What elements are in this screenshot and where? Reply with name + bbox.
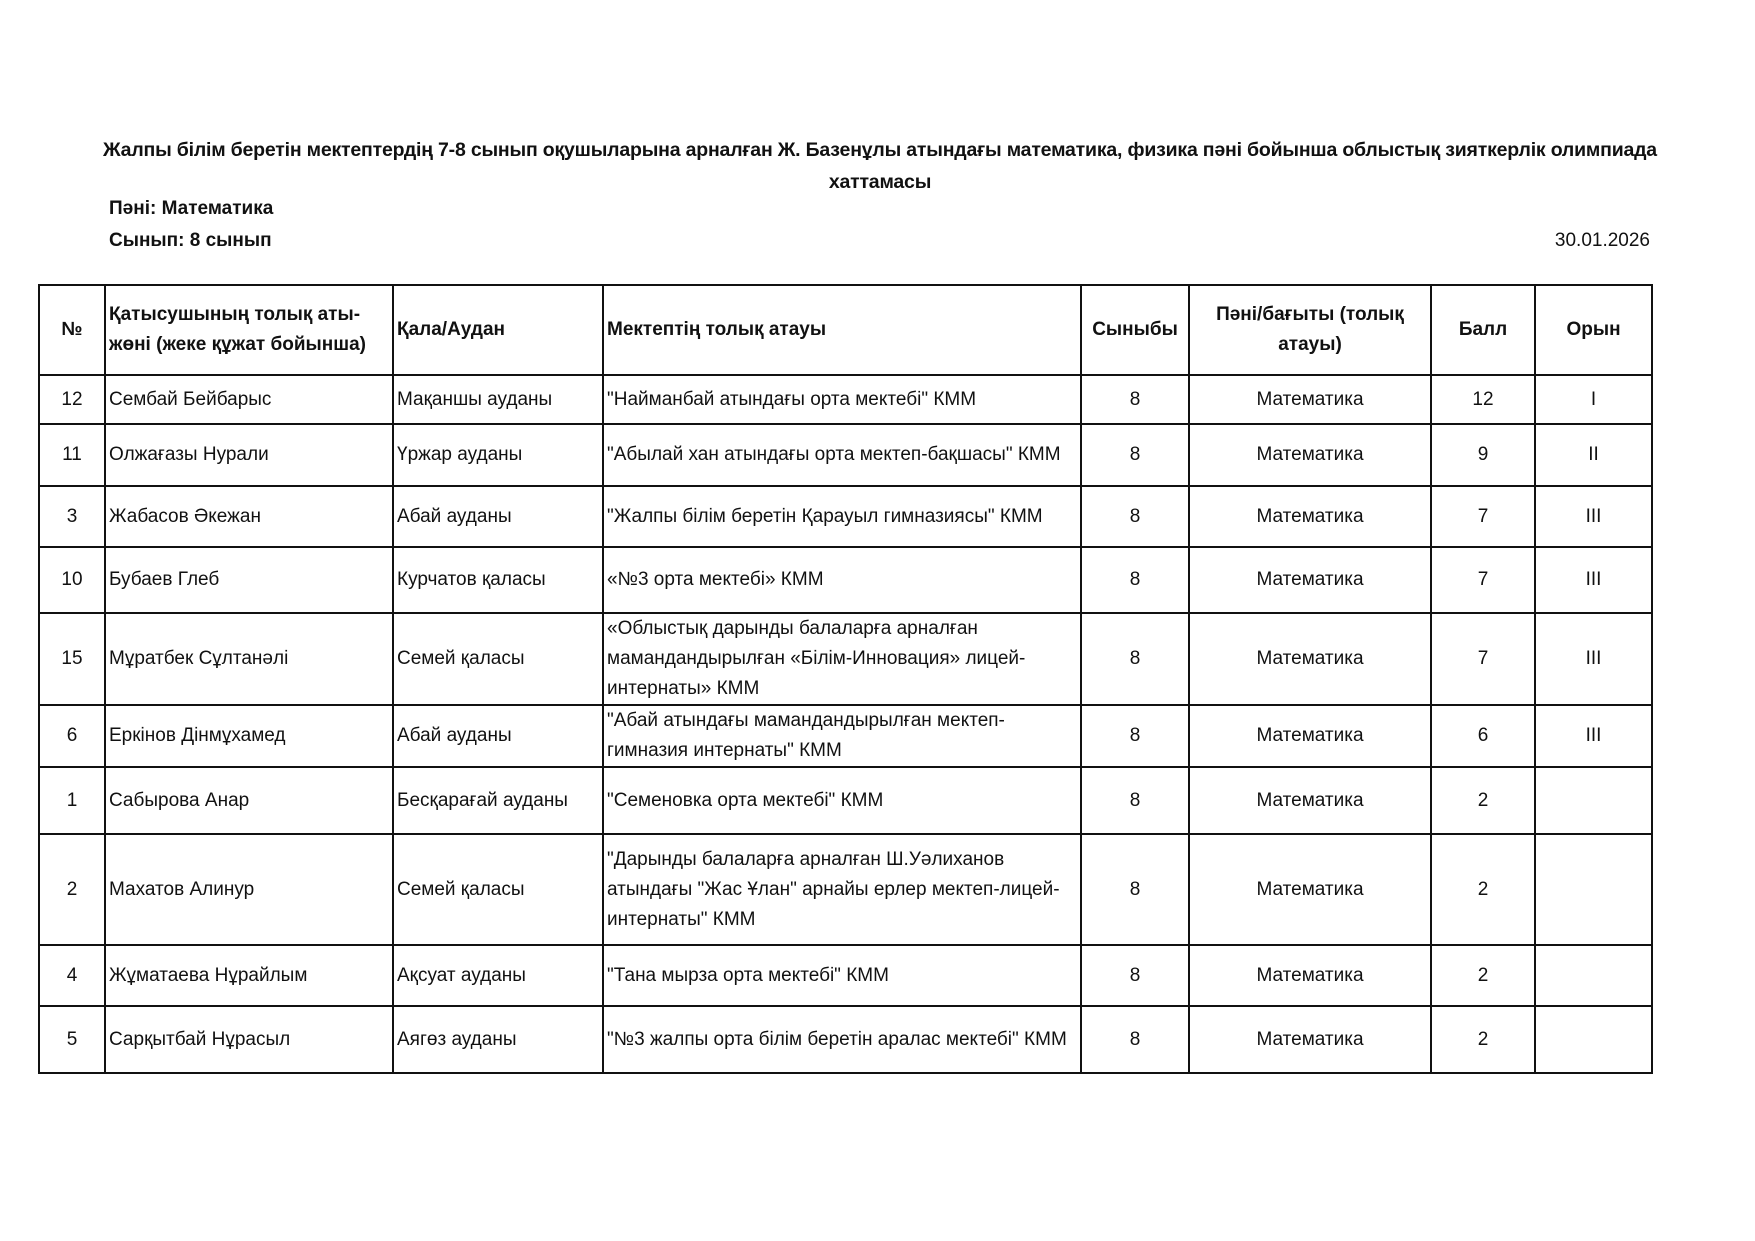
cell-district: Семей қаласы [393,613,603,705]
cell-no: 11 [39,424,105,486]
cell-name: Мұратбек Сұлтанәлі [105,613,393,705]
cell-place [1535,945,1652,1006]
cell-school: "Тана мырза орта мектебі" КММ [603,945,1081,1006]
cell-place: II [1535,424,1652,486]
cell-name: Сабырова Анар [105,767,393,834]
cell-place [1535,767,1652,834]
cell-score: 7 [1431,486,1535,547]
results-table [38,284,1653,1074]
subject-line: Пәні: Математика [109,198,274,219]
cell-place: III [1535,486,1652,547]
table-row [39,547,1652,613]
cell-district: Абай ауданы [393,486,603,547]
cell-score: 7 [1431,613,1535,705]
cell-school: «Облыстық дарынды балаларға арналған мамандандырылған «Білім-Инновация» лицей-интернаты» КММ [603,613,1081,705]
cell-name: Сарқытбай Нұрасыл [105,1006,393,1073]
cell-grade: 8 [1081,424,1189,486]
cell-subject: Математика [1189,834,1431,945]
cell-grade: 8 [1081,547,1189,613]
cell-name: Еркінов Дінмұхамед [105,705,393,767]
cell-score: 12 [1431,375,1535,424]
table-row [39,1006,1652,1073]
cell-school: "Семеновка орта мектебі" КММ [603,767,1081,834]
cell-no: 12 [39,375,105,424]
cell-district: Аягөз ауданы [393,1006,603,1073]
cell-district: Ақсуат ауданы [393,945,603,1006]
cell-district: Курчатов қаласы [393,547,603,613]
cell-grade: 8 [1081,767,1189,834]
cell-subject: Математика [1189,767,1431,834]
cell-score: 9 [1431,424,1535,486]
cell-place: III [1535,613,1652,705]
cell-place [1535,834,1652,945]
cell-no: 4 [39,945,105,1006]
table-row [39,767,1652,834]
header-district: Қала/Аудан [393,285,603,375]
cell-district: Мақаншы ауданы [393,375,603,424]
document-date: 30.01.2026 [1554,230,1650,251]
cell-school: "Абай атындағы мамандандырылған мектеп-гимназия интернаты" КММ [603,705,1081,767]
cell-name: Жұматаева Нұрайлым [105,945,393,1006]
cell-school: «№3 орта мектебі» КММ [603,547,1081,613]
cell-place [1535,1006,1652,1073]
cell-no: 6 [39,705,105,767]
header-score: Балл [1431,285,1535,375]
header-no: № [39,285,105,375]
cell-place: I [1535,375,1652,424]
cell-grade: 8 [1081,945,1189,1006]
table-row [39,834,1652,945]
cell-subject: Математика [1189,613,1431,705]
table-row [39,705,1652,767]
cell-school: "Дарынды балаларға арналған Ш.Уәлиханов атындағы "Жас Ұлан" арнайы ерлер мектеп-лицей-интернаты" КММ [603,834,1081,945]
cell-district: Бесқарағай ауданы [393,767,603,834]
cell-name: Сембай Бейбарыс [105,375,393,424]
table-row [39,486,1652,547]
table-row [39,424,1652,486]
cell-grade: 8 [1081,486,1189,547]
cell-score: 2 [1431,834,1535,945]
cell-grade: 8 [1081,705,1189,767]
grade-line: Сынып: 8 сынып [109,230,272,251]
header-subject: Пәні/бағыты (толық атауы) [1189,285,1431,375]
cell-school: "№3 жалпы орта білім беретін аралас мектебі" КММ [603,1006,1081,1073]
cell-name: Олжағазы Нурали [105,424,393,486]
cell-name: Жабасов Әкежан [105,486,393,547]
cell-district: Абай ауданы [393,705,603,767]
cell-score: 2 [1431,945,1535,1006]
cell-no: 3 [39,486,105,547]
cell-score: 2 [1431,1006,1535,1073]
cell-score: 6 [1431,705,1535,767]
cell-subject: Математика [1189,486,1431,547]
cell-grade: 8 [1081,375,1189,424]
cell-school: "Абылай хан атындағы орта мектеп-бақшасы" КММ [603,424,1081,486]
cell-subject: Математика [1189,1006,1431,1073]
cell-no: 15 [39,613,105,705]
table-header-row [39,285,1652,375]
cell-district: Үржар ауданы [393,424,603,486]
cell-subject: Математика [1189,705,1431,767]
cell-subject: Математика [1189,547,1431,613]
cell-score: 2 [1431,767,1535,834]
cell-name: Бубаев Глеб [105,547,393,613]
cell-score: 7 [1431,547,1535,613]
cell-no: 2 [39,834,105,945]
cell-no: 1 [39,767,105,834]
cell-subject: Математика [1189,424,1431,486]
cell-school: "Найманбай атындағы орта мектебі" КММ [603,375,1081,424]
cell-grade: 8 [1081,1006,1189,1073]
cell-subject: Математика [1189,945,1431,1006]
header-school: Мектептің толық атауы [603,285,1081,375]
cell-no: 10 [39,547,105,613]
cell-place: III [1535,547,1652,613]
cell-grade: 8 [1081,613,1189,705]
table-row [39,945,1652,1006]
cell-school: "Жалпы білім беретін Қарауыл гимназиясы" КММ [603,486,1081,547]
cell-no: 5 [39,1006,105,1073]
cell-grade: 8 [1081,834,1189,945]
cell-district: Семей қаласы [393,834,603,945]
table-row [39,613,1652,705]
header-grade: Сыныбы [1081,285,1189,375]
document-title: Жалпы білім беретін мектептердің 7-8 сынып оқушыларына арналған Ж. Базенұлы атындағы математика, физика пәні бойынша облыстық зияткерлік олимпиада хаттамасы [103,139,1657,193]
cell-place: III [1535,705,1652,767]
cell-name: Махатов Алинур [105,834,393,945]
header-name: Қатысушының толық аты-жөні (жеке құжат бойынша) [105,285,393,375]
cell-subject: Математика [1189,375,1431,424]
header-place: Орын [1535,285,1652,375]
table-row [39,375,1652,424]
